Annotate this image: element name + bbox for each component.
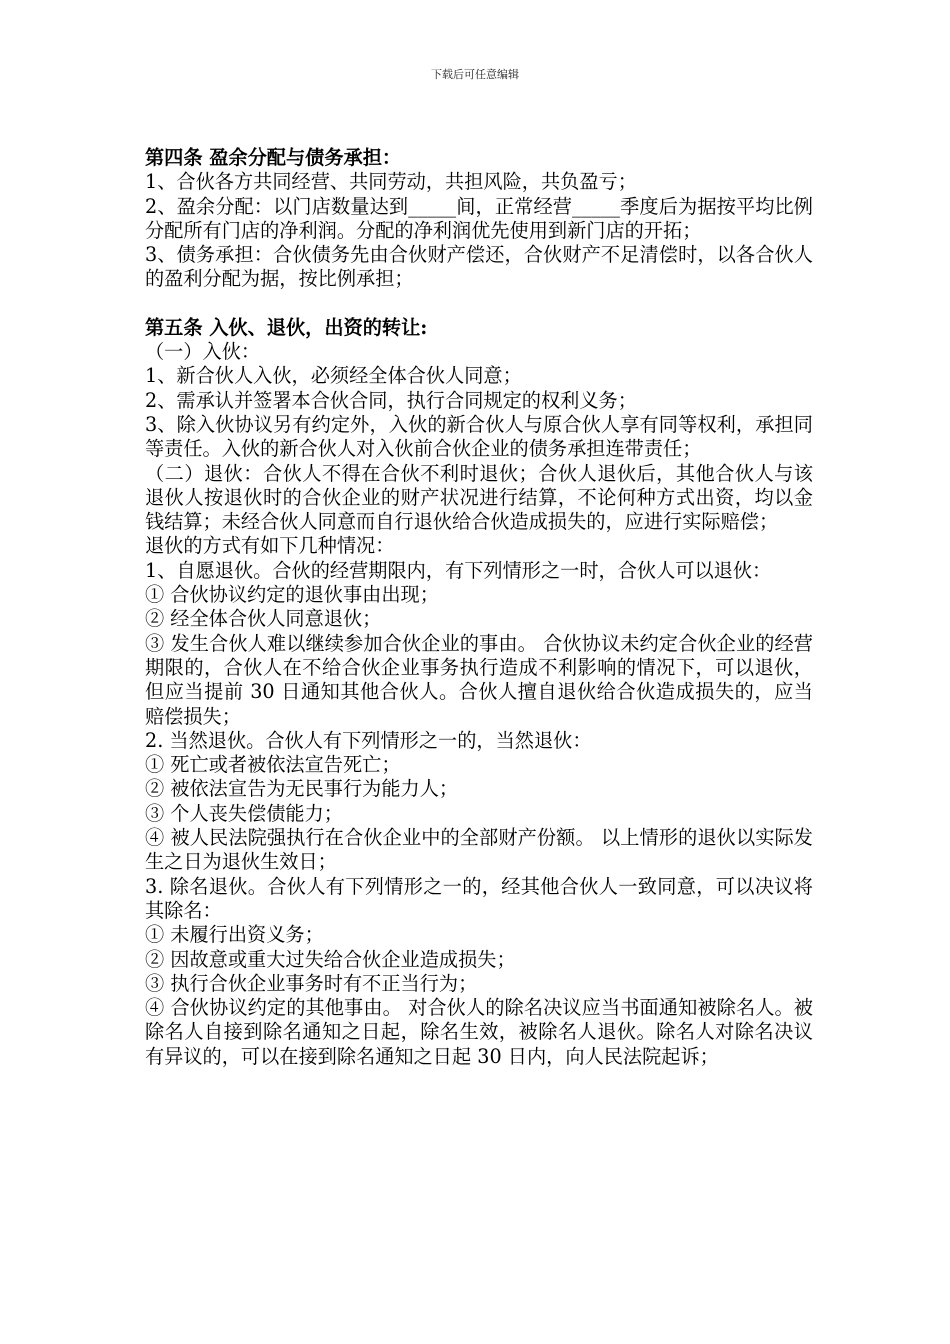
- article-5-line: ③ 个人丧失偿债能力；: [145, 801, 343, 825]
- article-5-line: ③ 执行合伙企业事务时有不正当行为；: [145, 971, 478, 995]
- article-5-line: ② 因故意或重大过失给合伙企业造成损失；: [145, 947, 516, 971]
- article-5-line: （二）退伙：合伙人不得在合伙不利时退伙；合伙人退伙后，其他合伙人与该退伙人按退伙时的合伙企业的财产状况进行结算，不论何种方式出资，均以金钱结算；未经合伙人同意而自行退伙给合伙造成损失的，应进行实际赔偿；: [145, 461, 813, 534]
- article-4-line: 3、债务承担：合伙债务先由合伙财产偿还，合伙财产不足清偿时，以各合伙人的盈利分配为据，按比例承担；: [145, 243, 813, 291]
- article-5-line: ④ 被人民法院强执行在合伙企业中的全部财产份额。 以上情形的退伙以实际发生之日为退伙生效日；: [145, 826, 813, 874]
- article-5-line: ① 死亡或者被依法宣告死亡；: [145, 753, 401, 777]
- article-5-line: ① 合伙协议约定的退伙事由出现；: [145, 583, 439, 607]
- section-spacer: [145, 292, 813, 316]
- article-5-line: 退伙的方式有如下几种情况：: [145, 534, 395, 558]
- article-5-line: ② 经全体合伙人同意退伙；: [145, 607, 382, 631]
- article-5-line: 2、需承认并签署本合伙合同，执行合同规定的权利义务；: [145, 388, 637, 412]
- page-header: 下载后可任意编辑: [431, 68, 519, 81]
- article-5-line: 3、除入伙协议另有约定外，入伙的新合伙人与原合伙人享有同等权利，承担同等责任。入伙的新合伙人对入伙前合伙企业的债务承担连带责任；: [145, 412, 813, 461]
- article-5-line: ① 未履行出资义务；: [145, 923, 324, 947]
- article-5-line: ② 被依法宣告为无民事行为能力人；: [145, 777, 459, 801]
- document-body: [145, 146, 813, 1069]
- article-5-line: （一）入伙：: [145, 340, 261, 364]
- article-5-title: 第五条 入伙、退伙，出资的转让:: [145, 315, 428, 339]
- article-5-line: ③ 发生合伙人难以继续参加合伙企业的事由。 合伙协议未约定合伙企业的经营期限的，合伙人在不给合伙企业事务执行造成不利影响的情况下，可以退伙，但应当提前 30 日通知其他合伙人。合伙人擅自退伙给合伙造成损失的，应当赔偿损失；: [145, 631, 813, 728]
- article-5-line: 1、新合伙人入伙，必须经全体合伙人同意；: [145, 364, 522, 388]
- article-5-line: 3. 除名退伙。合伙人有下列情形之一的，经其他合伙人一致同意，可以决议将其除名：: [145, 874, 813, 922]
- article-5-line: 2. 当然退伙。合伙人有下列情形之一的，当然退伙：: [145, 728, 592, 752]
- article-4-line: 2、盈余分配：以门店数量达到_____间，正常经营_____季度后为据按平均比例分配所有门店的净利润。分配的净利润优先使用到新门店的开拓；: [145, 194, 813, 242]
- article-4-line: 1、合伙各方共同经营、共同劳动，共担风险，共负盈亏；: [145, 170, 637, 194]
- article-5-line: 1、自愿退伙。合伙的经营期限内，有下列情形之一时，合伙人可以退伙：: [145, 558, 772, 582]
- article-4-title: 第四条 盈余分配与债务承担：: [145, 146, 402, 169]
- article-5-line: ④ 合伙协议约定的其他事由。 对合伙人的除名决议应当书面通知被除名人。被除名人自接到除名通知之日起，除名生效，被除名人退伙。除名人对除名决议有异议的，可以在接到除名通知之日起 30 日内，向人民法院起诉；: [145, 996, 813, 1068]
